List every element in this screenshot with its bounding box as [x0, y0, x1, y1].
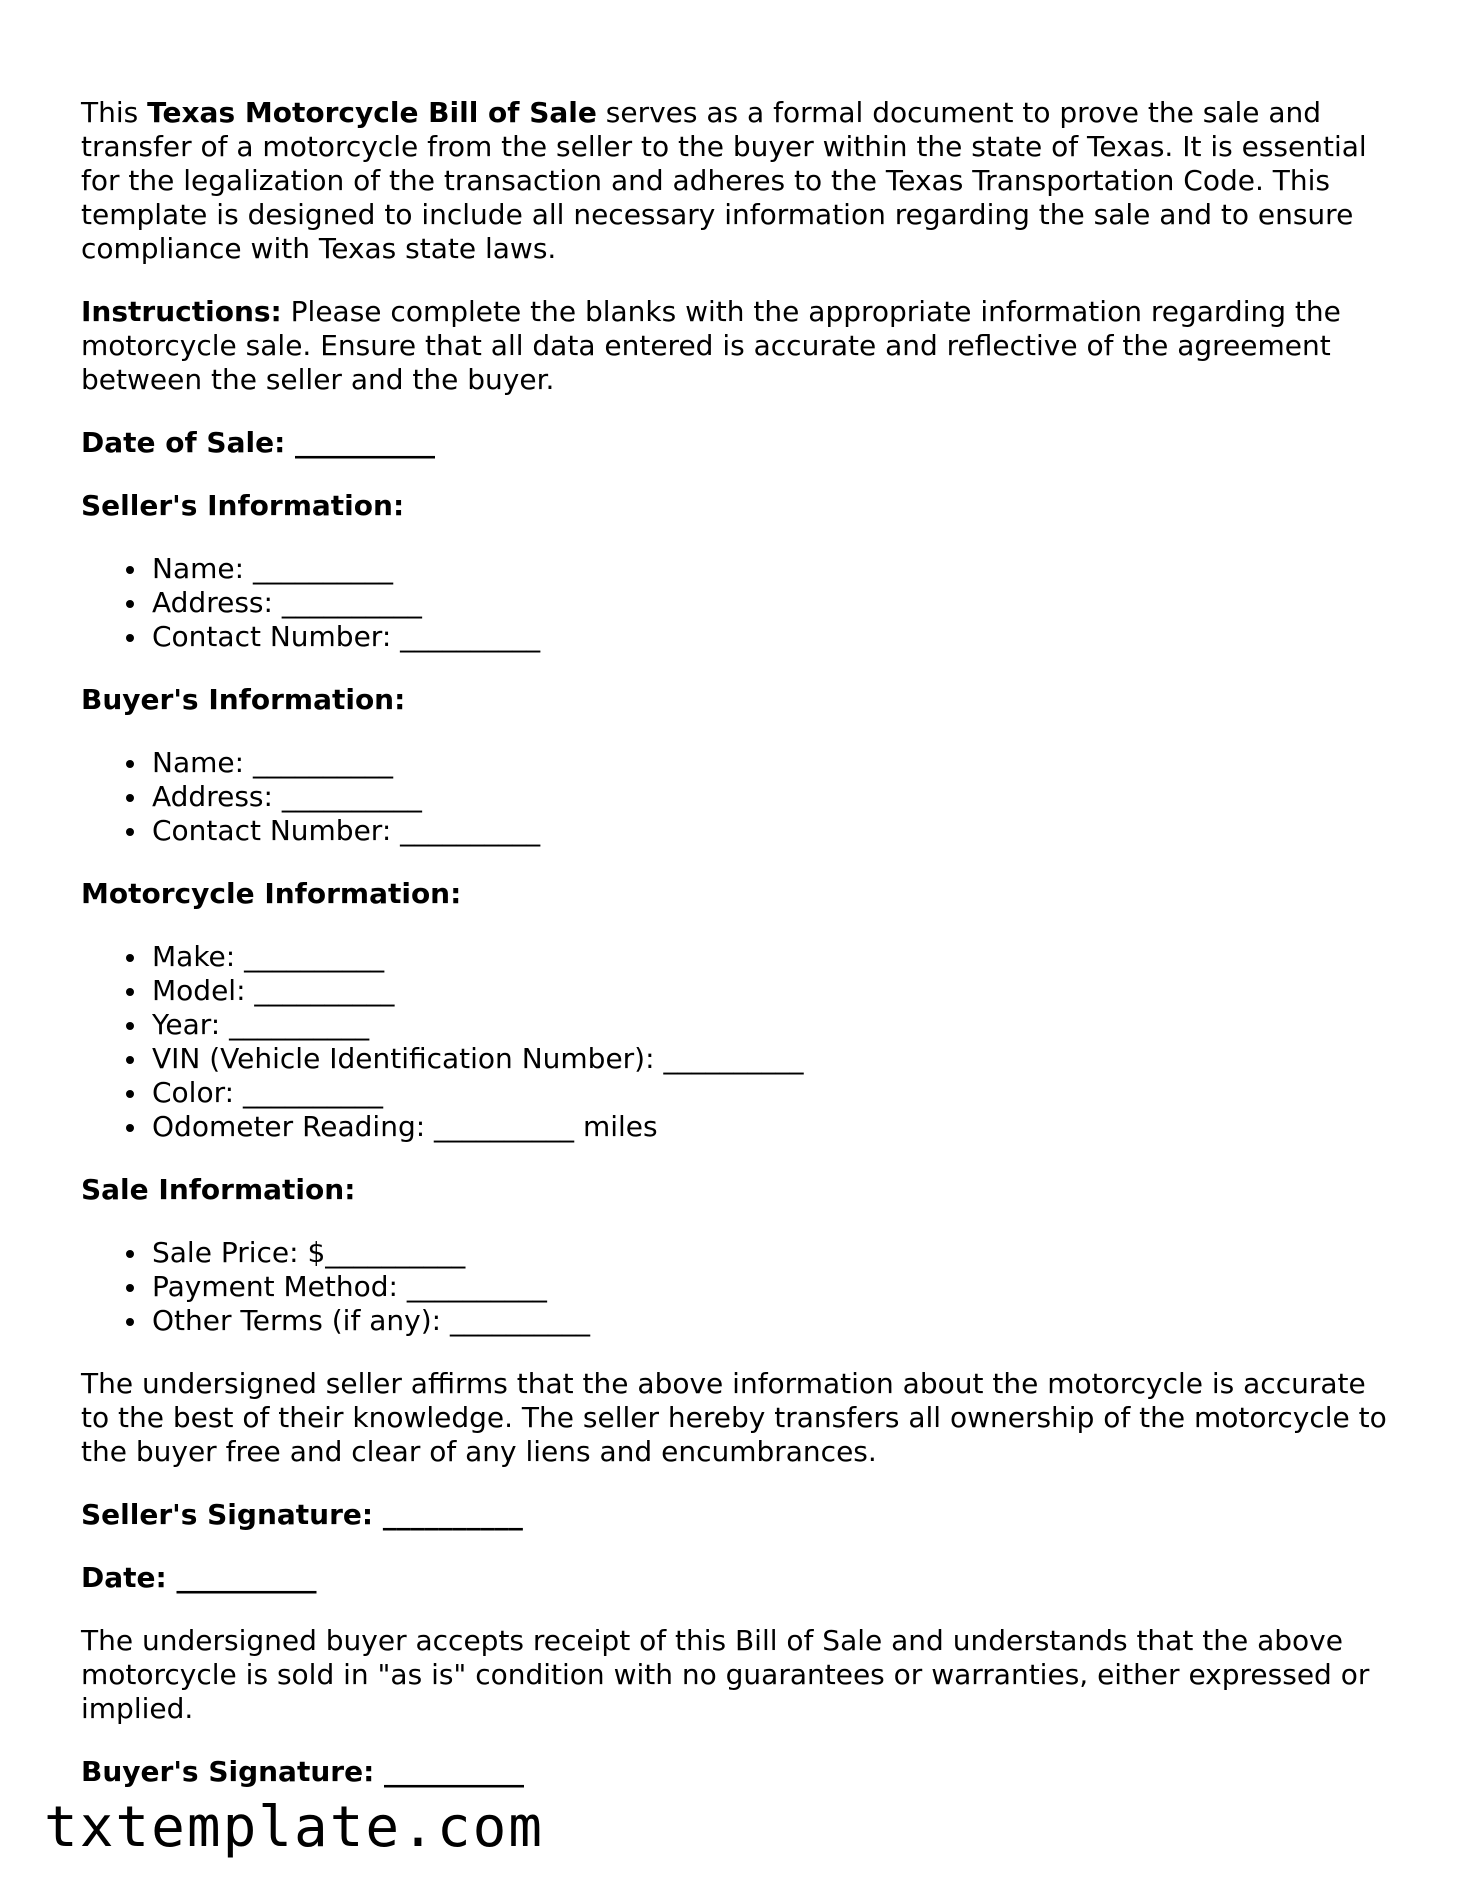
model-field: Model: __________: [152, 974, 1401, 1008]
seller-info-heading: Seller's Information:: [81, 489, 405, 522]
buyer-name-field: Name: __________: [152, 746, 1401, 780]
sale-info-heading: Sale Information:: [81, 1173, 356, 1206]
other-terms-field: Other Terms (if any): __________: [152, 1304, 1401, 1338]
buyer-contact-field: Contact Number: __________: [152, 814, 1401, 848]
buyer-info-heading: Buyer's Information:: [81, 683, 406, 716]
intro-text: serves as a formal document to prove the sale and transfer of a motorcycle from the seller to the buyer within the state of Texas. It is essential for the legalization of the transaction and adheres to the Texas Transportation Code. This template is designed to include all necessary information regarding the sale and to ensure compliance with Texas state laws.: [81, 96, 1367, 265]
motorcycle-info-heading: Motorcycle Information:: [81, 877, 462, 910]
color-field: Color: __________: [152, 1076, 1401, 1110]
motorcycle-info-list: [81, 940, 1401, 1144]
payment-method-field: Payment Method: __________: [152, 1270, 1401, 1304]
date-of-sale-field: Date of Sale: __________: [81, 426, 436, 459]
document-body: [81, 96, 1401, 1818]
seller-address-field: Address: __________: [152, 586, 1401, 620]
year-field: Year: __________: [152, 1008, 1401, 1042]
sale-price-field: Sale Price: $__________: [152, 1236, 1401, 1270]
buyer-address-field: Address: __________: [152, 780, 1401, 814]
instructions-label: Instructions:: [81, 295, 282, 328]
intro-prefix: This: [81, 96, 148, 129]
date-field: Date: __________: [81, 1561, 317, 1594]
buyer-info-list: [81, 746, 1401, 848]
sale-info-list: [81, 1236, 1401, 1338]
buyer-acceptance: The undersigned buyer accepts receipt of this Bill of Sale and understands that the above motorcycle is sold in "as is" condition with no guarantees or warranties, either expressed or implied.: [81, 1624, 1370, 1725]
make-field: Make: __________: [152, 940, 1401, 974]
seller-signature-field: Seller's Signature: __________: [81, 1498, 523, 1531]
document-title: Texas Motorcycle Bill of Sale: [147, 96, 597, 129]
seller-affirmation: The undersigned seller affirms that the above information about the motorcycle is accurate to the best of their knowledge. The seller hereby transfers all ownership of the motorcycle to the buyer free and clear of any liens and encumbrances.: [81, 1367, 1387, 1468]
seller-info-list: [81, 552, 1401, 654]
buyer-signature-field: Buyer's Signature: __________: [81, 1755, 525, 1788]
odometer-field: Odometer Reading: __________ miles: [152, 1110, 1401, 1144]
vin-field: VIN (Vehicle Identification Number): __________: [152, 1042, 1401, 1076]
seller-contact-field: Contact Number: __________: [152, 620, 1401, 654]
instructions-paragraph: [81, 295, 1401, 397]
site-watermark: txtemplate.com: [44, 1795, 545, 1860]
seller-name-field: Name: __________: [152, 552, 1401, 586]
intro-paragraph: [81, 96, 1401, 266]
instructions-text: Please complete the blanks with the appropriate information regarding the motorcycle sale. Ensure that all data entered is accurate and reflective of the agreement between the seller and the buyer.: [81, 295, 1341, 396]
